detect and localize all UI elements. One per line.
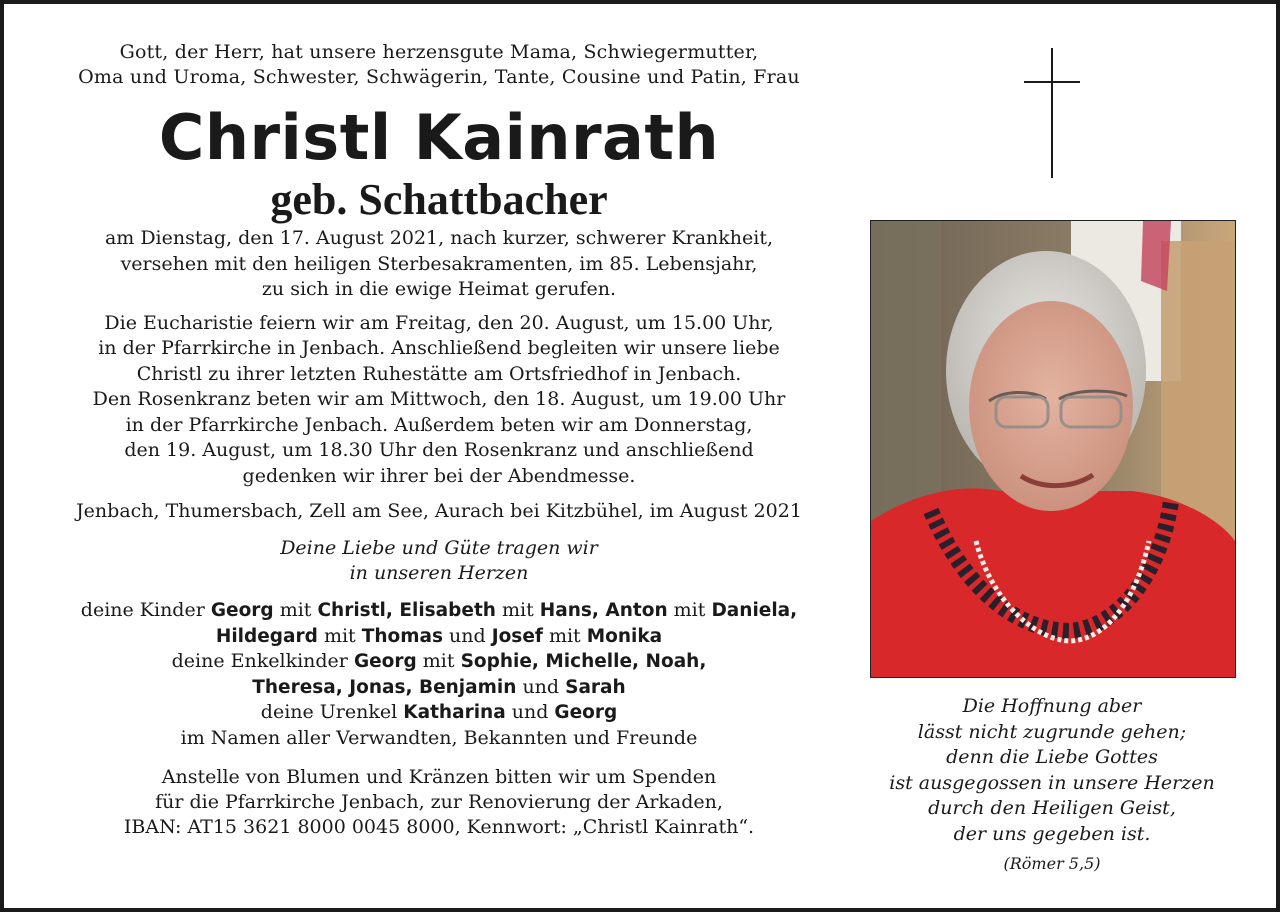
death-notice <box>44 226 834 303</box>
family-member: Christl, Elisabeth <box>317 600 496 621</box>
family-text: und <box>443 624 492 647</box>
funeral-details <box>44 311 834 490</box>
funeral-line: in der Pfarrkirche in Jenbach. Anschließend begleiten wir unsere liebe <box>98 337 780 359</box>
quote-line: lässt nicht zugrunde gehen; <box>917 720 1187 743</box>
family-text: mit <box>273 599 318 621</box>
family-text: deine Kinder <box>80 599 211 621</box>
portrait-photo <box>870 220 1236 678</box>
donation-line: für die Pfarrkirche Jenbach, zur Renovierung der Arkaden, <box>155 791 723 813</box>
family-member: Hans, Anton <box>539 600 668 621</box>
motto <box>44 536 834 586</box>
motto-line: Deine Liebe und Güte tragen wir <box>280 537 598 559</box>
quote-line: denn die Liebe Gottes <box>946 746 1158 768</box>
death-notice-line: versehen mit den heiligen Sterbesakramenten, im 85. Lebensjahr, <box>120 252 758 275</box>
intro-text <box>44 40 834 90</box>
family-text: mit <box>495 599 540 621</box>
family-member: Georg <box>210 600 274 621</box>
family-line <box>44 700 834 726</box>
family-text: und <box>505 701 555 723</box>
family-member: Monika <box>586 625 663 647</box>
family-mourners <box>44 598 834 751</box>
family-text: deine Enkelkinder <box>171 650 354 672</box>
funeral-line: Christl zu ihrer letzten Ruhestätte am Ortsfriedhof in Jenbach. <box>136 362 742 385</box>
quote-reference: (Römer 5,5) <box>1003 854 1101 873</box>
funeral-line: den 19. August, um 18.30 Uhr den Rosenkranz und anschließend <box>124 439 754 461</box>
funeral-line: Die Eucharistie feiern wir am Freitag, den 20. August, um 15.00 Uhr, <box>104 311 774 334</box>
cross-icon <box>1024 48 1080 178</box>
deceased-name: Christl Kainrath <box>158 101 720 174</box>
family-line <box>44 598 834 624</box>
family-member: Georg <box>353 651 417 672</box>
death-notice-line: zu sich in die ewige Heimat gerufen. <box>261 278 617 300</box>
family-text: mit <box>317 624 362 647</box>
motto-line: in unseren Herzen <box>349 562 529 584</box>
family-member: Sarah <box>565 676 626 698</box>
family-member: Daniela, <box>711 600 798 621</box>
family-line <box>44 649 834 675</box>
family-text: und <box>516 675 566 698</box>
funeral-line: gedenken wir ihrer bei der Abendmesse. <box>242 464 636 487</box>
family-text: deine Urenkel <box>260 701 404 723</box>
family-text: mit <box>667 599 712 621</box>
donation-line: IBAN: AT15 3621 8000 0045 8000, Kennwort: „Christl Kainrath“. <box>123 816 755 838</box>
intro-line: Gott, der Herr, hat unsere herzensgute Mama, Schwiegermutter, <box>119 41 759 63</box>
notice-text-column <box>44 40 834 840</box>
bible-quote <box>870 694 1234 877</box>
family-text: mit <box>542 624 587 647</box>
donation-request <box>44 765 834 840</box>
place-and-date: Jenbach, Thumersbach, Zell am See, Aurach bei Kitzbühel, im August 2021 <box>76 500 802 522</box>
funeral-line: in der Pfarrkirche Jenbach. Außerdem beten wir am Donnerstag, <box>125 413 753 436</box>
family-member: Josef <box>491 625 543 647</box>
quote-line: Die Hoffnung aber <box>962 695 1142 717</box>
family-text: mit <box>416 650 461 672</box>
family-member: Georg <box>554 702 618 723</box>
funeral-line: Den Rosenkranz beten wir am Mittwoch, den 18. August, um 19.00 Uhr <box>92 388 786 410</box>
family-member: Sophie, Michelle, Noah, <box>460 651 707 672</box>
quote-line: ist ausgegossen in unsere Herzen <box>889 771 1215 794</box>
quote-line: der uns gegeben ist. <box>953 822 1151 845</box>
maiden-name: geb. Schattbacher <box>270 175 608 224</box>
death-notice-line: am Dienstag, den 17. August 2021, nach kurzer, schwerer Krankheit, <box>104 227 774 249</box>
family-member: Katharina <box>403 702 506 723</box>
family-member: Theresa, Jonas, Benjamin <box>252 676 517 698</box>
donation-line: Anstelle von Blumen und Kränzen bitten wir um Spenden <box>161 766 717 788</box>
family-line <box>44 675 834 701</box>
family-member: Thomas <box>361 625 443 647</box>
family-line <box>44 624 834 650</box>
quote-line: durch den Heiligen Geist, <box>928 797 1176 819</box>
intro-line: Oma und Uroma, Schwester, Schwägerin, Tante, Cousine und Patin, Frau <box>78 66 800 88</box>
family-member: Hildegard <box>215 625 318 647</box>
family-line: im Namen aller Verwandten, Bekannten und Freunde <box>180 726 698 749</box>
